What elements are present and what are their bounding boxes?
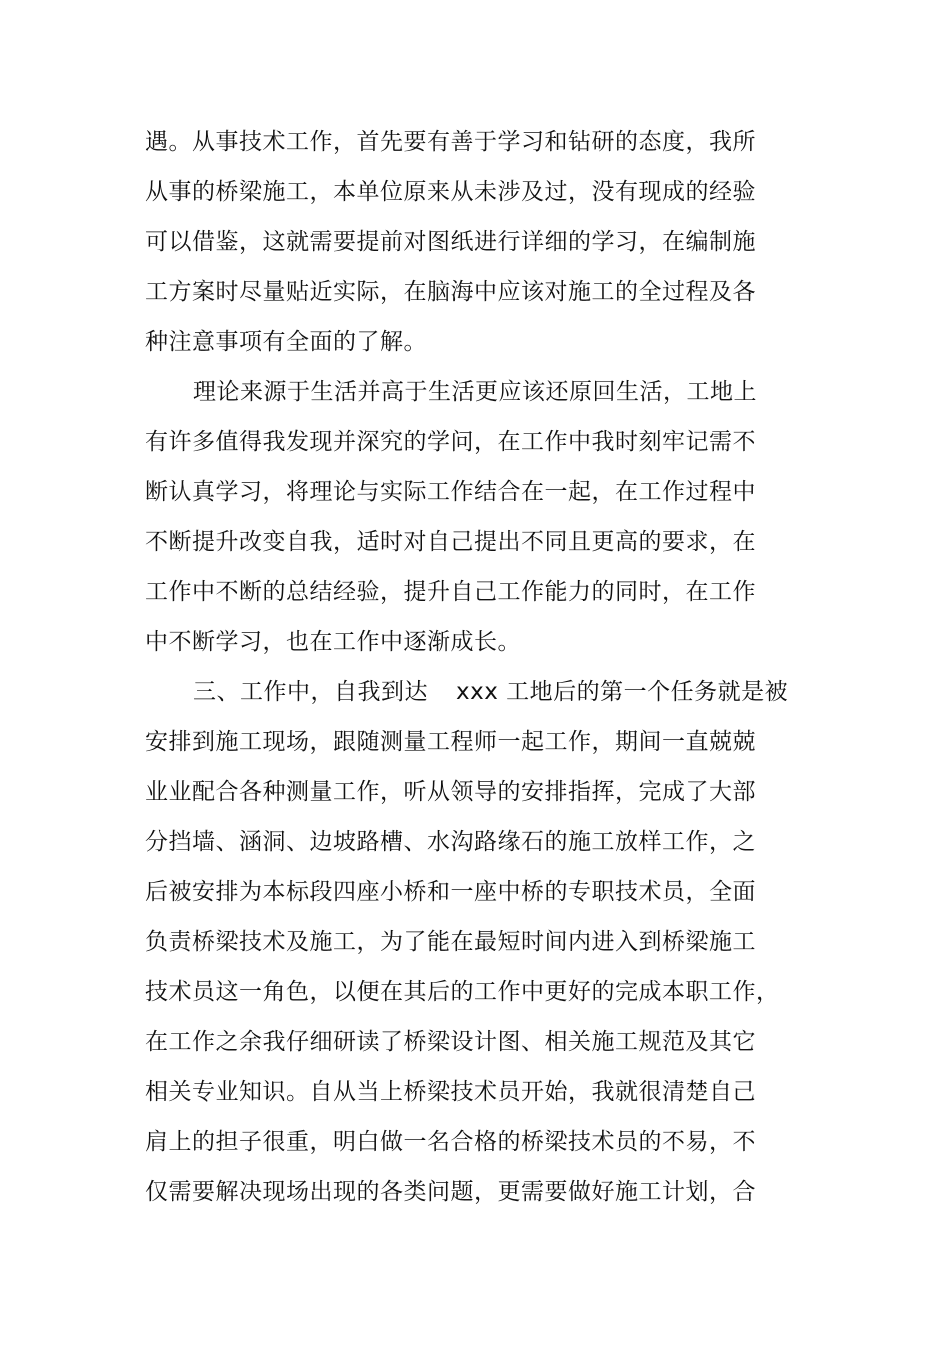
line-continuation: xxx 工地后的第一个任务就是被 [456,679,789,705]
text-line: 分挡墙、涵洞、边坡路槽、水沟路缘石的施工放样工作，之 [145,829,756,855]
text-line: 安排到施工现场，跟随测量工程师一起工作，期间一直兢兢 [145,729,756,755]
text-line: 肩上的担子很重，明白做一名合格的桥梁技术员的不易，不 [145,1129,756,1155]
text-line: 有许多值得我发现并深究的学问，在工作中我时刻牢记需不 [145,429,756,455]
text-line: 技术员这一角色，以便在其后的工作中更好的完成本职工作， [145,979,780,1005]
text-line: 业业配合各种测量工作，听从领导的安排指挥，完成了大部 [145,779,756,805]
text-line: 工作中不断的总结经验，提升自己工作能力的同时，在工作 [145,579,756,605]
text-line: 种注意事项有全面的了解。 [145,329,427,355]
paragraph-first-line [193,677,788,707]
text-line: 工方案时尽量贴近实际，在脑海中应该对施工的全过程及各 [145,279,756,305]
paragraph-first-line: 理论来源于生活并高于生活更应该还原回生活，工地上 [193,379,757,405]
text-line: 仅需要解决现场出现的各类问题，更需要做好施工计划，合 [145,1179,756,1205]
text-line: 可以借鉴，这就需要提前对图纸进行详细的学习，在编制施 [145,229,756,255]
text-line: 相关专业知识。自从当上桥梁技术员开始，我就很清楚自己 [145,1079,756,1105]
text-line: 遇。从事技术工作，首先要有善于学习和钻研的态度，我所 [145,129,756,155]
text-line: 后被安排为本标段四座小桥和一座中桥的专职技术员，全面 [145,879,756,905]
section-heading-text: 三、工作中，自我到达 [193,679,428,705]
text-line: 不断提升改变自我，适时对自己提出不同且更高的要求，在 [145,529,756,555]
text-line: 在工作之余我仔细研读了桥梁设计图、相关施工规范及其它 [145,1029,756,1055]
text-line: 负责桥梁技术及施工，为了能在最短时间内进入到桥梁施工 [145,929,756,955]
text-line: 中不断学习，也在工作中逐渐成长。 [145,629,521,655]
text-line: 从事的桥梁施工，本单位原来从未涉及过，没有现成的经验 [145,179,756,205]
text-line: 断认真学习，将理论与实际工作结合在一起，在工作过程中 [145,479,756,505]
